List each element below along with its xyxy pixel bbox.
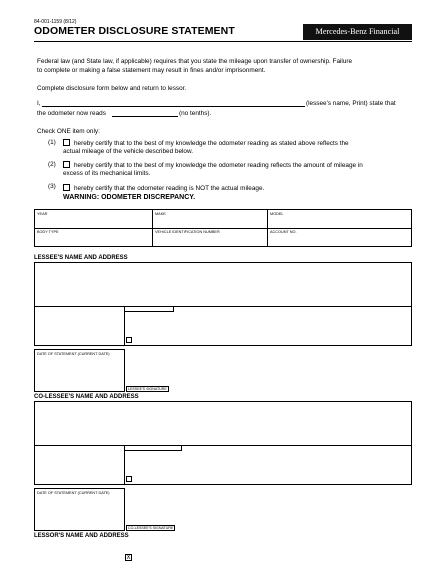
- colessee-left-box[interactable]: [34, 445, 125, 485]
- option-2-text-2: excess of its mechanical limits.: [63, 170, 151, 177]
- lessee-heading: LESSEE'S NAME AND ADDRESS: [34, 255, 128, 261]
- year-label: YEAR: [37, 212, 48, 216]
- warning-text: WARNING: ODOMETER DISCREPANCY.: [63, 194, 196, 201]
- colessee-date-label: DATE OF STATEMENT (CURRENT DATE): [37, 491, 110, 495]
- no-tenths-note: (no tenths).: [179, 110, 212, 117]
- vin-label: VEHICLE IDENTIFICATION NUMBER: [155, 230, 220, 234]
- option-1-number: (1): [48, 139, 56, 146]
- option-1-text-2: actual mileage of the vehicle described below.: [63, 148, 194, 155]
- intro-line-2: to complete or making a false statement may result in fines and/or imprisonment.: [37, 67, 266, 74]
- model-label: MODEL: [270, 212, 284, 216]
- lessee-left-box[interactable]: [34, 306, 125, 346]
- lessor-mark-box[interactable]: X: [126, 555, 131, 561]
- vehicle-table-col-divider-1: [152, 210, 153, 246]
- header-divider: [34, 41, 412, 42]
- vehicle-table-row-divider: [35, 228, 411, 229]
- form-number: 84-001-1159 (8/12): [34, 19, 77, 25]
- lessee-right-box[interactable]: [124, 306, 412, 346]
- colessee-name-address-box[interactable]: [34, 401, 412, 446]
- body-type-label: BODY TYPE: [37, 230, 59, 234]
- option-2-number: (2): [48, 161, 56, 168]
- vehicle-table-col-divider-2: [267, 210, 268, 246]
- lessee-signature-label: LESSEE'S SIGNATURE: [128, 387, 167, 391]
- colessee-date-box[interactable]: [34, 488, 125, 531]
- odometer-prefix: the odometer now reads: [37, 110, 106, 117]
- colessee-checkbox[interactable]: [126, 476, 132, 482]
- lessee-checkbox[interactable]: [126, 337, 132, 343]
- option-3-text: hereby certify that the odometer reading is NOT the actual mileage.: [74, 185, 265, 192]
- colessee-small-field[interactable]: [124, 445, 182, 451]
- check-one-label: Check ONE item only:: [37, 128, 100, 135]
- lessee-date-label: DATE OF STATEMENT (CURRENT DATE): [37, 352, 110, 356]
- vehicle-table: [34, 209, 412, 247]
- colessee-heading: CO-LESSEE'S NAME AND ADDRESS: [34, 394, 139, 400]
- lessee-date-box[interactable]: [34, 349, 125, 392]
- odometer-reading-line[interactable]: [112, 116, 178, 117]
- option-2-text: hereby certify that to the best of my knowledge the odometer reading reflects the amount of mileage in: [74, 162, 363, 169]
- complete-instruction: Complete disclosure form below and return to lessor.: [37, 85, 187, 92]
- colessee-signature-label: CO-LESSEE'S SIGNATURE: [128, 526, 174, 530]
- page-title: ODOMETER DISCLOSURE STATEMENT: [34, 25, 235, 37]
- option-3-number: (3): [48, 183, 56, 190]
- option-1-checkbox[interactable]: [63, 139, 70, 146]
- i-prefix: I,: [37, 100, 41, 107]
- brand-logo: Mercedes-Benz Financial Services: [303, 24, 412, 40]
- lessee-name-address-box[interactable]: [34, 262, 412, 307]
- lessor-heading: LESSOR'S NAME AND ADDRESS: [34, 533, 129, 539]
- lessee-name-note: (lessee's name, Print) state that: [306, 100, 396, 107]
- account-number-label: ACCOUNT NO.: [270, 230, 297, 234]
- option-1-text: hereby certify that to the best of my knowledge the odometer reading as stated above reflects the: [74, 140, 349, 147]
- option-2-checkbox[interactable]: [63, 161, 70, 168]
- option-3-checkbox[interactable]: [63, 184, 70, 191]
- colessee-right-box[interactable]: [124, 445, 412, 485]
- lessee-name-line[interactable]: [42, 106, 305, 107]
- intro-line-1: Federal law (and State law, if applicable) requires that you state the mileage upon transfer of ownership. Failure: [37, 58, 353, 65]
- make-label: MAKE: [155, 212, 166, 216]
- lessee-small-field[interactable]: [124, 306, 174, 312]
